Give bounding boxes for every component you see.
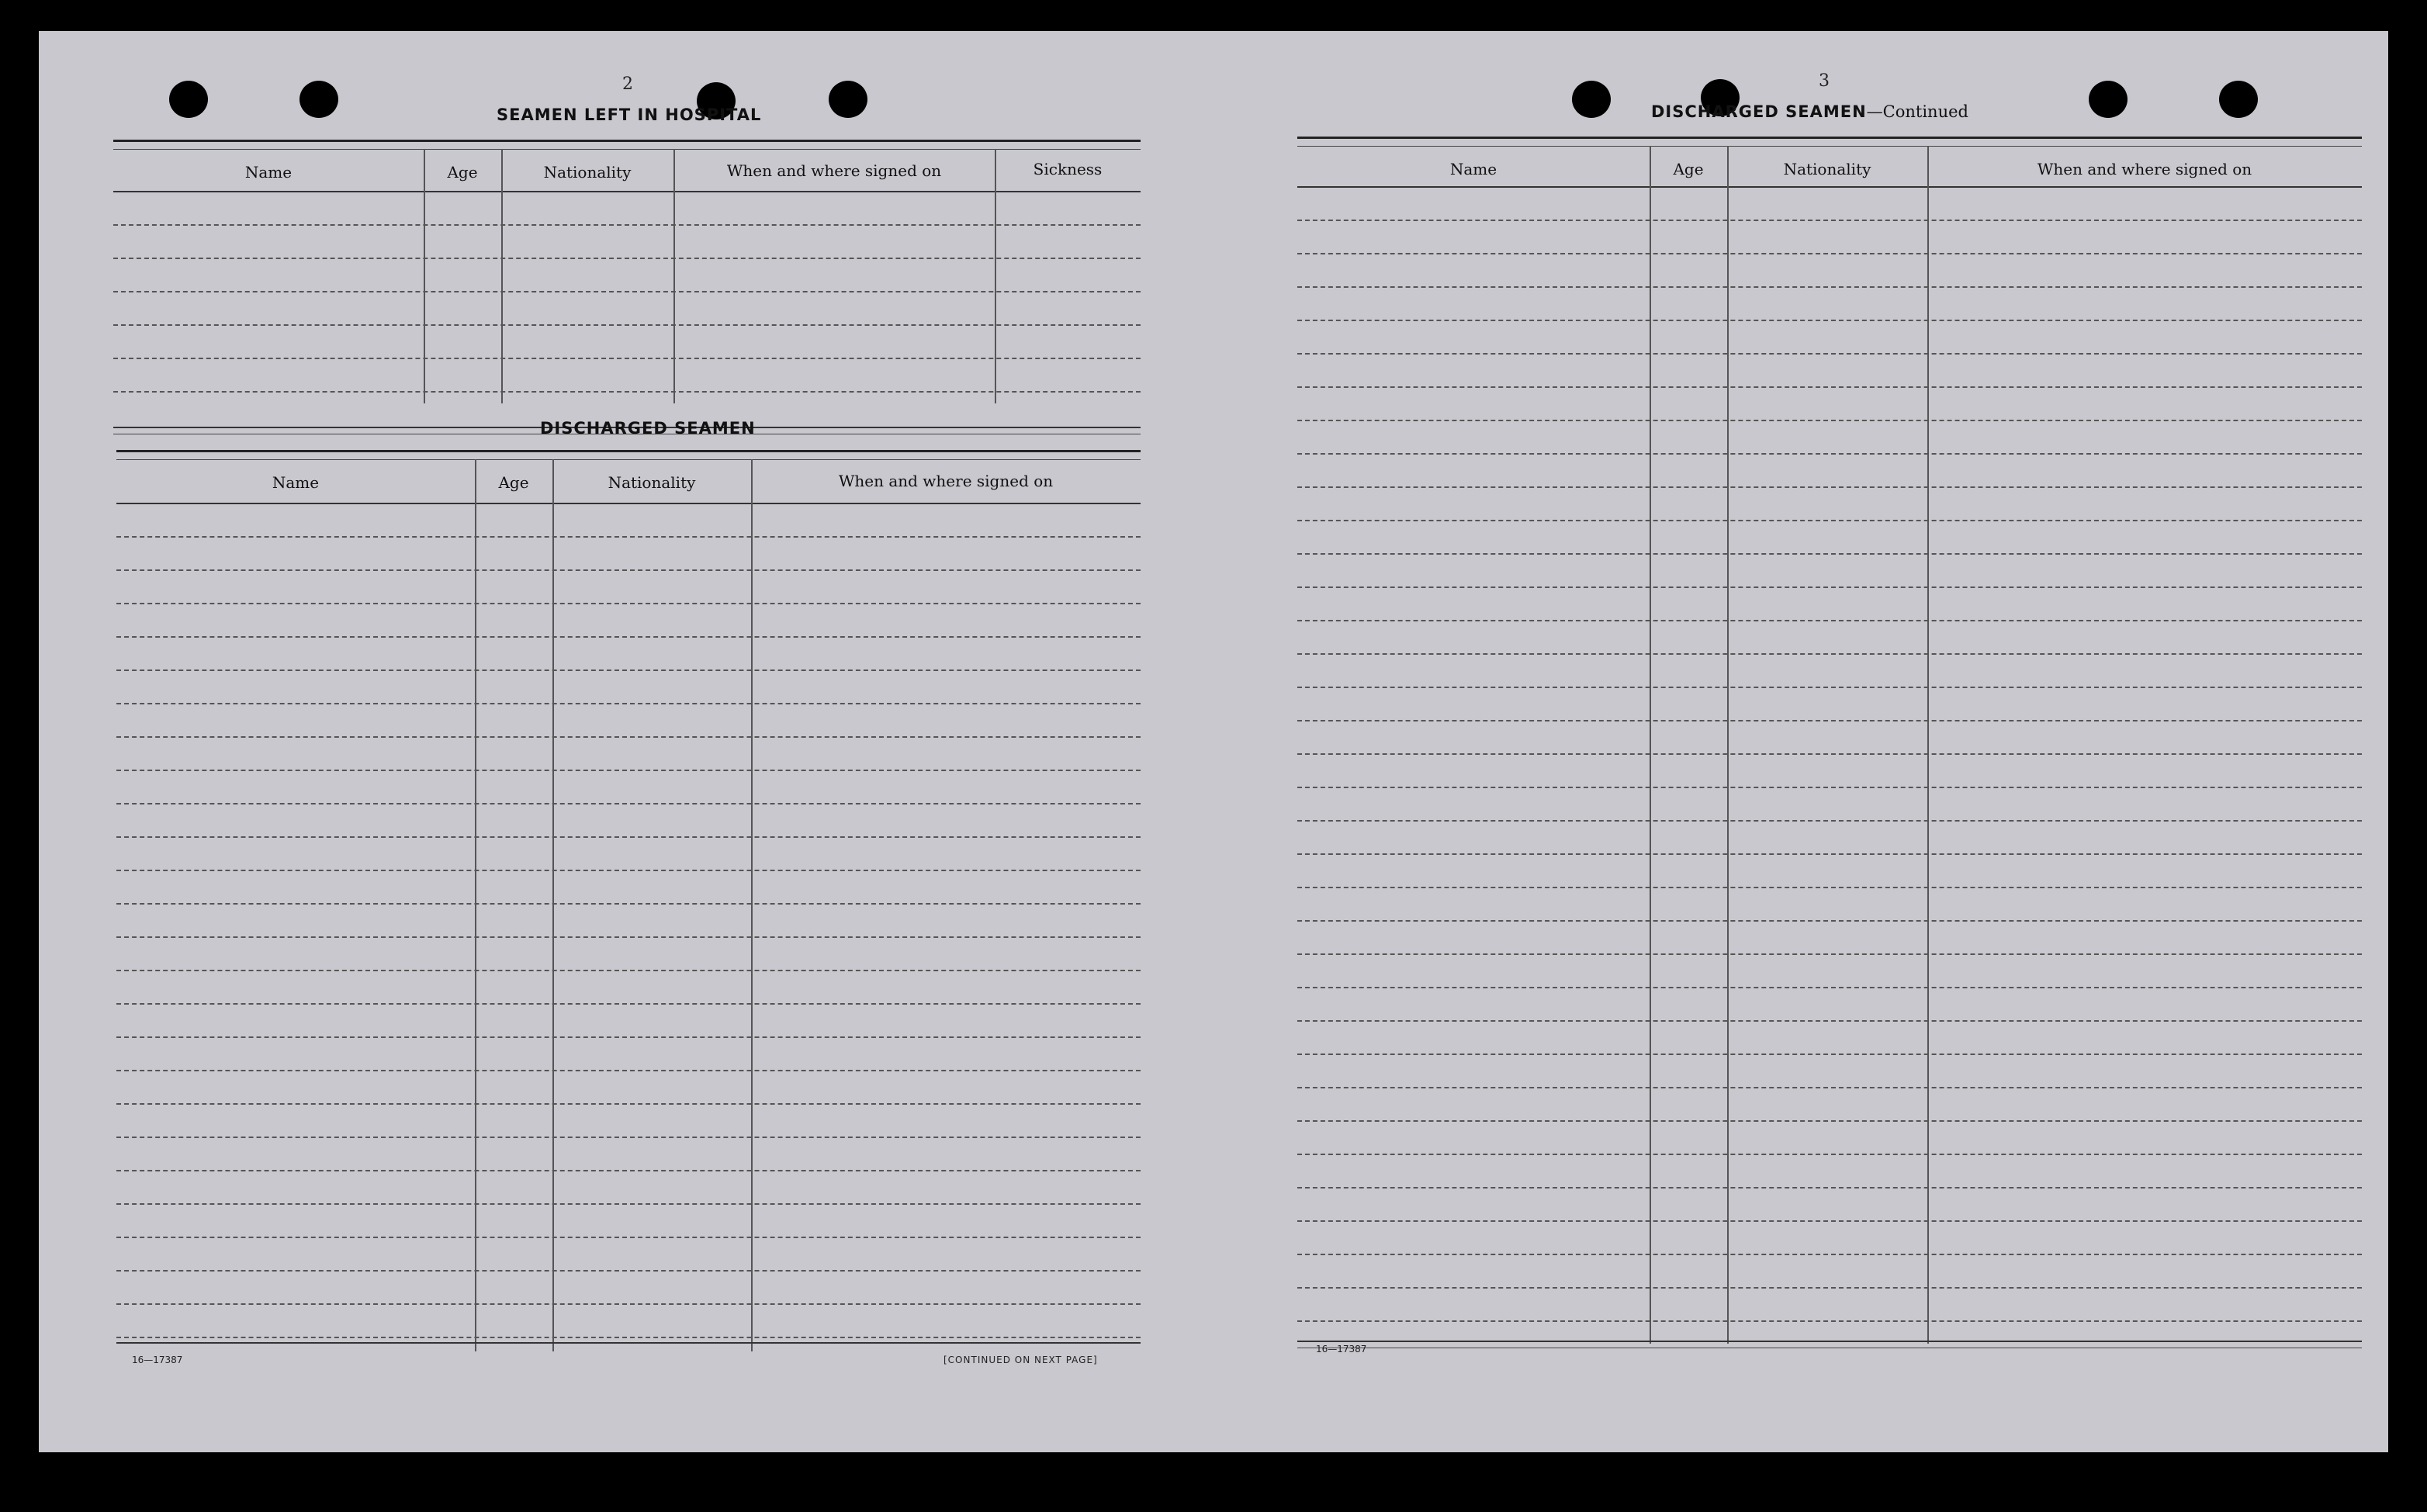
table-row <box>1297 1222 2362 1255</box>
table-row <box>1297 321 2362 355</box>
table-row <box>1297 1088 2362 1122</box>
discharged-table-right <box>1297 137 2362 1370</box>
table-row <box>1297 988 2362 1022</box>
table-row <box>116 971 1141 1005</box>
discharged-continued-title-cont: —Continued <box>1866 102 1968 121</box>
punch-hole <box>829 81 867 118</box>
table-row <box>1297 355 2362 388</box>
discharged-col-name: Name <box>272 473 320 492</box>
table-row <box>116 1038 1141 1071</box>
table-row <box>116 771 1141 804</box>
right-col-name: Name <box>1449 160 1497 178</box>
table-row <box>113 292 1141 326</box>
table-row <box>1297 1022 2362 1055</box>
table-row <box>116 1005 1141 1038</box>
table-row <box>1297 788 2362 822</box>
table-row <box>113 226 1141 259</box>
punch-hole <box>2089 81 2128 118</box>
page-number-right: 3 <box>1819 71 1830 91</box>
punch-hole <box>1572 81 1611 118</box>
table-row <box>116 671 1141 704</box>
table-row <box>116 1205 1141 1238</box>
table-row <box>116 604 1141 638</box>
table-row <box>1297 555 2362 588</box>
table-row <box>1297 588 2362 621</box>
page-number-left: 2 <box>622 74 633 94</box>
table-row <box>116 938 1141 971</box>
hospital-col-signed-on: When and where signed on <box>726 161 942 180</box>
right-col-signed-on: When and where signed on <box>2037 160 2252 178</box>
right-col-age: Age <box>1673 160 1704 178</box>
table-row <box>116 504 1141 538</box>
table-row <box>116 871 1141 905</box>
table-row <box>116 538 1141 571</box>
hospital-title: SEAMEN LEFT IN HOSPITAL <box>497 106 762 124</box>
table-row <box>116 704 1141 738</box>
table-row <box>116 905 1141 938</box>
table-row <box>116 1138 1141 1171</box>
discharged-rows-left <box>116 504 1141 1338</box>
table-row <box>1297 488 2362 521</box>
right-col-nationality: Nationality <box>1783 160 1871 178</box>
table-row <box>116 838 1141 871</box>
table-row <box>1297 721 2362 755</box>
table-row <box>1297 1289 2362 1322</box>
table-row <box>1297 1255 2362 1289</box>
hospital-col-sickness: Sickness <box>1033 160 1103 178</box>
table-row <box>1297 621 2362 655</box>
table-row <box>1297 1122 2362 1155</box>
table-row <box>1297 1155 2362 1188</box>
table-row <box>1297 221 2362 254</box>
punch-hole <box>299 81 338 118</box>
table-row <box>1297 521 2362 555</box>
discharged-col-age: Age <box>498 473 529 492</box>
discharged-col-nationality: Nationality <box>608 473 696 492</box>
hospital-table <box>113 140 1141 434</box>
table-row <box>116 1272 1141 1305</box>
hospital-col-age: Age <box>447 163 478 182</box>
form-number-left: 16—17387 <box>132 1355 183 1365</box>
table-row <box>1297 188 2362 221</box>
discharged-continued-title <box>1651 102 1968 121</box>
table-row <box>1297 1188 2362 1222</box>
table-row <box>1297 388 2362 421</box>
table-row <box>1297 888 2362 922</box>
table-row <box>116 1305 1141 1338</box>
table-row <box>113 192 1141 226</box>
table-row <box>116 738 1141 771</box>
table-row <box>1297 254 2362 288</box>
discharged-rows-right <box>1297 188 2362 1322</box>
hospital-rows <box>113 192 1141 393</box>
table-row <box>116 638 1141 671</box>
table-row <box>1297 688 2362 721</box>
table-row <box>1297 922 2362 955</box>
punch-hole <box>169 81 208 118</box>
table-row <box>116 1105 1141 1138</box>
hospital-col-name: Name <box>244 163 293 182</box>
table-row <box>1297 421 2362 455</box>
table-row <box>1297 955 2362 988</box>
discharged-col-signed-on: When and where signed on <box>838 472 1054 490</box>
table-row <box>1297 755 2362 788</box>
table-row <box>1297 1055 2362 1088</box>
table-row <box>116 1071 1141 1105</box>
table-row <box>113 259 1141 292</box>
table-row <box>1297 288 2362 321</box>
discharged-table-left <box>116 450 1141 1381</box>
table-row <box>1297 855 2362 888</box>
hospital-col-nationality: Nationality <box>543 163 632 182</box>
discharged-continued-title-main: DISCHARGED SEAMEN <box>1651 102 1867 121</box>
table-row <box>116 1238 1141 1272</box>
table-row <box>116 571 1141 604</box>
punch-hole <box>2219 81 2258 118</box>
table-row <box>113 359 1141 393</box>
table-row <box>1297 655 2362 688</box>
table-row <box>1297 822 2362 855</box>
continued-note: [CONTINUED ON NEXT PAGE] <box>943 1355 1098 1365</box>
form-number-right: 16—17387 <box>1316 1344 1367 1355</box>
document-sheet <box>39 31 2388 1452</box>
table-row <box>113 326 1141 359</box>
discharged-title: DISCHARGED SEAMEN <box>540 419 756 438</box>
table-row <box>1297 455 2362 488</box>
table-row <box>116 804 1141 838</box>
table-row <box>116 1171 1141 1205</box>
